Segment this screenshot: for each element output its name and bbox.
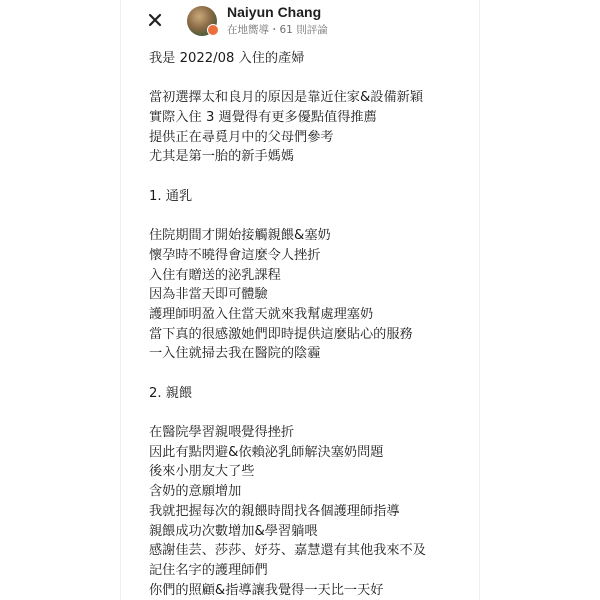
local-guide-badge-icon: [207, 24, 219, 36]
close-icon: [141, 6, 169, 34]
review-line: 你們的照顧&指導讓我覺得一天比一天好: [149, 582, 384, 598]
author-name[interactable]: Naiyun Chang: [227, 4, 322, 20]
close-button[interactable]: [141, 6, 169, 34]
review-line: 尤其是第一胎的新手媽媽: [149, 149, 295, 165]
author-meta: 在地嚮導・61 則評論: [227, 24, 328, 36]
review-line: 我是 2022/08 入住的產婦: [149, 51, 305, 66]
review-line: 我就把握每次的親餵時間找各個護理師指導: [149, 503, 400, 519]
review-line: 感謝佳芸、莎莎、妤芬、嘉慧還有其他我來不及: [149, 543, 426, 559]
review-line: 當初選擇太和良月的原因是靠近住家&設備新穎: [149, 90, 424, 106]
review-line: 提供正在尋覓月中的父母們參考: [149, 129, 334, 145]
review-line: 實際入住 3 週覺得有更多優點值得推薦: [149, 110, 377, 126]
section-title: 2. 親餵: [149, 385, 193, 401]
review-line: 後來小朋友大了些: [149, 464, 255, 480]
review-line: 一入住就掃去我在醫院的陰霾: [149, 346, 321, 362]
review-line: 在醫院學習親喂覺得挫折: [149, 425, 295, 441]
paragraph-break: [149, 364, 469, 384]
paragraph-break: [149, 69, 469, 89]
section-title: 1. 通乳: [149, 188, 193, 204]
review-line: 因此有點閃避&依賴泌乳師解決塞奶問題: [149, 444, 384, 460]
review-header: [121, 0, 481, 44]
review-body: [149, 49, 469, 600]
review-line: 因為非當天即可體驗: [149, 287, 268, 303]
paragraph-break: [149, 403, 469, 423]
review-line: 入住有贈送的泌乳課程: [149, 267, 281, 283]
review-line: 住院期間才開始接觸親餵&塞奶: [149, 228, 331, 244]
review-line: 含奶的意願增加: [149, 484, 242, 500]
review-line: 懷孕時不曉得會這麼令人挫折: [149, 247, 321, 263]
paragraph-break: [149, 167, 469, 187]
review-line: 當下真的很感激她們即時提供這麼貼心的服務: [149, 326, 413, 342]
review-line: 記住名字的護理師們: [149, 562, 268, 578]
review-screen: [120, 0, 480, 600]
paragraph-break: [149, 207, 469, 227]
review-line: 親餵成功次數增加&學習躺喂: [149, 523, 318, 539]
review-line: 護理師明盈入住當天就來我幫處理塞奶: [149, 306, 374, 322]
